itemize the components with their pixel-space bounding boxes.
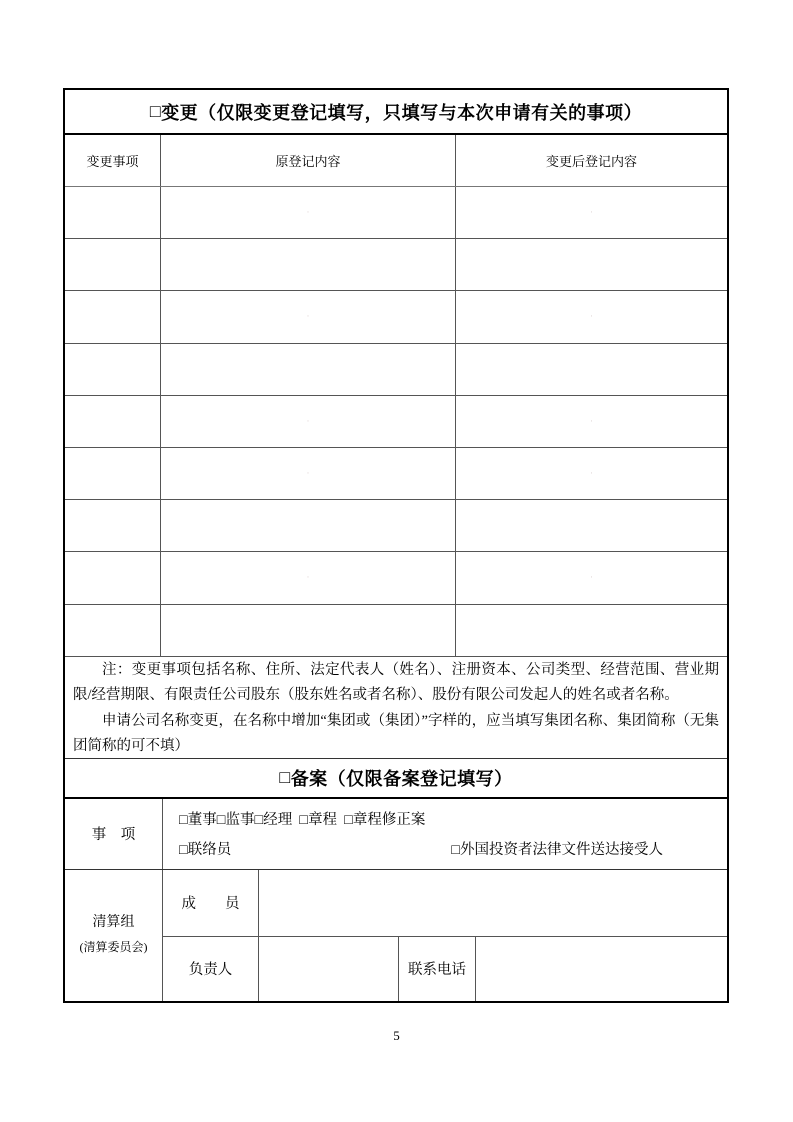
changed-content-cell[interactable] xyxy=(456,500,727,551)
original-content-cell[interactable] xyxy=(161,344,456,395)
liaison-officer-checkbox-icon[interactable]: □ xyxy=(179,842,188,859)
changed-content-cell[interactable] xyxy=(456,448,727,499)
leader-value-cell[interactable] xyxy=(259,937,399,1001)
liaison-officer-checkbox-item xyxy=(179,838,231,859)
articles-checkbox-icon[interactable]: □ xyxy=(299,812,309,829)
foreign-investor-recipient-label: 外国投资者法律文件送达接受人 xyxy=(460,842,663,859)
articles-checkbox-item xyxy=(299,808,337,829)
director-checkbox-item xyxy=(179,808,217,829)
change-table-header-row xyxy=(65,135,727,187)
change-item-cell[interactable] xyxy=(65,239,161,290)
cell-dot: · xyxy=(306,468,310,479)
record-items-label: 事 项 xyxy=(65,799,163,869)
change-table-row xyxy=(65,448,727,500)
member-label: 成 员 xyxy=(163,870,259,936)
liquidation-member-row xyxy=(163,870,727,937)
manager-label: 经理 xyxy=(263,812,293,829)
changed-content-cell[interactable] xyxy=(456,552,727,603)
articles-amendment-label: 章程修正案 xyxy=(352,812,426,829)
change-table-row xyxy=(65,396,727,448)
change-item-cell[interactable] xyxy=(65,605,161,656)
liquidation-leader-row xyxy=(163,937,727,1001)
change-table-row xyxy=(65,605,727,657)
supervisor-checkbox-item xyxy=(217,808,255,829)
record-section-title: 备案（仅限备案登记填写） xyxy=(290,768,513,789)
original-content-cell[interactable] xyxy=(161,500,456,551)
original-content-cell[interactable] xyxy=(161,396,456,447)
record-items-row xyxy=(65,799,727,870)
change-table-row xyxy=(65,552,727,604)
change-item-cell[interactable] xyxy=(65,552,161,603)
change-table-row xyxy=(65,187,727,239)
change-item-cell[interactable] xyxy=(65,291,161,342)
original-content-cell[interactable] xyxy=(161,291,456,342)
page-number: 5 xyxy=(393,1028,400,1043)
registration-form-table xyxy=(63,88,729,1003)
foreign-investor-recipient-checkbox-item xyxy=(451,838,663,859)
manager-checkbox-icon[interactable]: □ xyxy=(254,812,264,829)
manager-checkbox-item xyxy=(255,808,293,829)
changed-content-cell[interactable] xyxy=(456,291,727,342)
change-item-cell[interactable] xyxy=(65,396,161,447)
change-item-cell[interactable] xyxy=(65,187,161,238)
original-content-cell[interactable] xyxy=(161,448,456,499)
director-checkbox-icon[interactable]: □ xyxy=(179,812,188,829)
changed-content-cell[interactable] xyxy=(456,344,727,395)
change-section-header xyxy=(65,90,727,135)
change-table-row xyxy=(65,344,727,396)
articles-amendment-checkbox-item xyxy=(344,808,425,829)
column-header-change-item: 变更事项 xyxy=(65,135,161,186)
change-table-row xyxy=(65,239,727,291)
leader-label: 负责人 xyxy=(163,937,259,1001)
record-checkbox-icon[interactable]: □ xyxy=(279,767,291,788)
liquidation-group-label-line2: (清算委员会) xyxy=(79,940,148,955)
cell-dot: · xyxy=(306,572,310,583)
change-item-cell[interactable] xyxy=(65,500,161,551)
liquidation-group-label-line1: 清算组 xyxy=(92,915,135,931)
change-item-cell[interactable] xyxy=(65,448,161,499)
record-section-header xyxy=(65,759,727,799)
member-value-cell[interactable] xyxy=(259,870,727,936)
change-note xyxy=(65,657,727,759)
cell-dot: · xyxy=(590,207,593,218)
cell-dot: · xyxy=(590,311,593,322)
changed-content-cell[interactable] xyxy=(456,396,727,447)
change-checkbox-icon[interactable]: □ xyxy=(149,101,162,121)
note-paragraph-2: 申请公司名称变更，在名称中增加“集团或（集团）”字样的，应当填写集团名称、集团简称（无集团简称的可不填） xyxy=(73,712,719,755)
original-content-cell[interactable] xyxy=(161,552,456,603)
change-item-cell[interactable] xyxy=(65,344,161,395)
phone-value-cell[interactable] xyxy=(476,937,727,1001)
record-items-content xyxy=(163,799,727,869)
change-table-row xyxy=(65,291,727,343)
changed-content-cell[interactable] xyxy=(456,239,727,290)
foreign-investor-recipient-checkbox-icon[interactable]: □ xyxy=(451,842,460,859)
record-items-line-2 xyxy=(179,838,727,859)
column-header-original-content: 原登记内容 xyxy=(161,135,456,186)
cell-dot: · xyxy=(306,311,310,322)
liquidation-group-label xyxy=(65,870,163,1001)
supervisor-checkbox-icon[interactable]: □ xyxy=(216,812,226,829)
liaison-officer-label: 联络员 xyxy=(187,842,232,859)
note-paragraph-1: 注：变更事项包括名称、住所、法定代表人（姓名）、注册资本、公司类型、经营范围、营业期限/经营期限、有限责任公司股东（股东姓名或者名称）、股份有限公司发起人的姓名或者名称。 xyxy=(73,661,719,704)
cell-dot: · xyxy=(590,415,593,426)
cell-dot: · xyxy=(306,415,310,426)
liquidation-group-fields xyxy=(163,870,727,1001)
column-header-changed-content: 变更后登记内容 xyxy=(545,154,637,169)
supervisor-label: 监事 xyxy=(225,812,255,829)
original-content-cell[interactable] xyxy=(161,605,456,656)
cell-dot: · xyxy=(306,207,310,218)
original-content-cell[interactable] xyxy=(161,187,456,238)
articles-amendment-checkbox-icon[interactable]: □ xyxy=(344,812,353,829)
liquidation-group-section xyxy=(65,870,727,1001)
changed-content-cell[interactable] xyxy=(456,605,727,656)
phone-label: 联系电话 xyxy=(399,937,476,1001)
cell-dot: · xyxy=(590,572,593,583)
change-table-row xyxy=(65,500,727,552)
original-content-cell[interactable] xyxy=(161,239,456,290)
changed-content-cell[interactable] xyxy=(456,187,727,238)
articles-label: 章程 xyxy=(308,812,338,829)
cell-dot: · xyxy=(590,468,593,479)
change-section-title: 变更（仅限变更登记填写，只填写与本次申请有关的事项） xyxy=(161,102,643,123)
director-label: 董事 xyxy=(187,812,217,829)
record-items-line-1 xyxy=(179,808,727,829)
